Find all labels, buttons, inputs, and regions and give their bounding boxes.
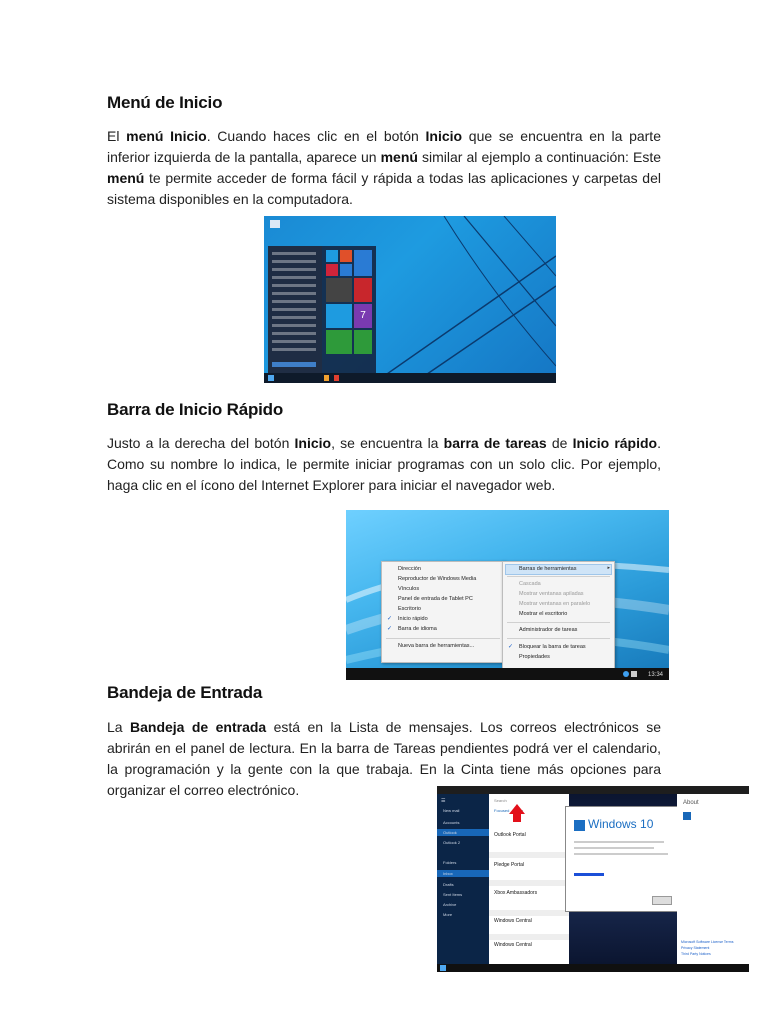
skype-tile[interactable] [326,250,338,262]
heading-bandeja-entrada: Bandeja de Entrada [107,683,263,702]
accounts-item[interactable]: Accounts [443,820,460,825]
photos-tile[interactable] [326,278,352,302]
date-band [489,934,569,940]
account-item[interactable]: Outlook 2 [443,840,461,845]
windows-logo-icon [574,820,585,831]
list-item[interactable]: Windows Central [494,942,532,948]
redacted-scribble [574,873,604,876]
list-item[interactable]: Outlook Portal [494,832,526,838]
menu-item[interactable]: Mostrar ventanas en paralelo [519,601,591,607]
about-windows-dialog [565,806,679,912]
list-item[interactable] [272,260,316,263]
folder-item[interactable]: Sent Items [443,892,463,897]
windows-start-icon[interactable] [268,375,274,381]
list-item[interactable] [272,300,316,303]
calendar-tile[interactable]: 7 [354,304,372,328]
menu-separator [507,622,610,623]
store-tile[interactable] [354,278,372,302]
windows-10-brand: Windows 10 [588,817,654,831]
text-run: de [546,435,573,451]
submenu-item[interactable]: Nueva barra de herramientas... [398,643,475,649]
submenu-item[interactable]: Escritorio [398,606,421,612]
menu-item-toolbars[interactable]: Barras de herramientas [519,566,577,572]
privacy-link[interactable]: Privacy Statement [681,946,710,950]
mail-app-screenshot [437,786,749,972]
mail-sidebar [437,794,489,964]
text-run: . Como su nombre lo indica, le permite iniciar programas con un solo clic. Por ejemplo, haga clic en el ícono del Internet Explorer para iniciar el navegador web. [107,435,661,493]
bold-term: menú [380,149,418,165]
taskbar-context-screenshot [346,510,669,680]
dialog-text-line [574,853,668,855]
folders-item[interactable]: Folders [443,860,457,865]
menu-separator [386,638,500,639]
volume-icon[interactable] [631,671,637,677]
explorer-icon[interactable] [324,375,329,381]
taskbar [437,964,749,972]
dialog-text-line [574,847,654,849]
paragraph-menu-inicio [107,126,661,210]
chevron-right-icon: ▸ [607,565,610,571]
list-item[interactable] [272,348,316,351]
menu-item[interactable]: Propiedades [519,654,550,660]
new-mail-button[interactable]: New mail [443,808,460,813]
text-run: , se encuentra la [331,435,444,451]
account-item[interactable]: Outlook [443,830,457,835]
submenu-item[interactable]: Dirección [398,566,421,572]
bold-term: Inicio [425,128,463,144]
list-item[interactable] [272,316,316,319]
check-icon: ✓ [387,616,393,622]
date-band [489,880,569,886]
taskbar [346,668,669,680]
bold-term: Bandeja de entrada [130,719,267,735]
check-icon: ✓ [508,644,514,650]
message-list [489,794,569,964]
list-item[interactable] [272,308,316,311]
date-band [489,852,569,858]
submenu-item[interactable]: Panel de entrada de Tablet PC [398,596,473,602]
ok-button[interactable] [652,896,672,905]
submenu-item[interactable]: Inicio rápido [398,616,428,622]
text-run: similar al ejemplo a continuación: Este [417,149,661,165]
text-run: que se encuentra en la parte inferior izquierda de la pantalla, aparece un [107,128,661,165]
submenu-item[interactable]: Vínculos [398,586,420,592]
license-link[interactable]: Microsoft Software License Terms [681,940,734,944]
list-item[interactable]: Windows Central [494,918,532,924]
list-item[interactable] [272,268,316,271]
tab-focused[interactable]: Focused [494,808,510,813]
text-run: está en la Lista de mensajes. Los correos electrónicos se abrirán en el panel de lectura. En la barra de Tareas pendientes podrá ver el calendario, la programación y la gente con la que trabaja. En la Cinta tiene más opciones para organizar el correo electrónico. [107,719,662,798]
menu-item[interactable]: Mostrar ventanas apiladas [519,591,584,597]
heading-barra-inicio-rapido: Barra de Inicio Rápido [107,400,284,419]
bold-term: Inicio [294,435,332,451]
list-item[interactable] [272,276,316,279]
search-box[interactable] [272,362,316,367]
music-tile[interactable] [340,250,352,262]
menu-item[interactable]: Administrador de tareas [519,627,578,633]
date-band [489,910,569,916]
bold-term: menú [107,170,145,186]
bold-term: barra de tareas [443,435,547,451]
toolbars-submenu [381,561,505,663]
people-tile[interactable] [354,250,372,276]
bold-term: menú Inicio [126,128,207,144]
text-run: El [107,128,127,144]
folder-item[interactable]: More [443,912,453,917]
list-item[interactable] [272,252,316,255]
folder-item[interactable]: Inbox [443,871,453,876]
menu-item[interactable]: Cascada [519,581,541,587]
folder-item[interactable]: Archive [443,902,457,907]
list-item[interactable]: Pledge Portal [494,862,525,868]
text-run: La [107,719,130,735]
about-pane [677,794,749,964]
bold-term: Inicio rápido [572,435,658,451]
text-run: . Cuando haces clic en el botón [206,128,426,144]
notices-link[interactable]: Third Party Notices [681,952,711,956]
list-item[interactable] [272,340,316,343]
menu-item[interactable]: Bloquear la barra de tareas [519,644,586,650]
heading-menu-inicio: Menú de Inicio [107,93,223,112]
start-menu-screenshot [264,216,556,383]
red-arrow-stem [513,814,521,822]
mail-tile[interactable] [326,304,352,328]
list-item[interactable] [272,324,316,327]
list-item[interactable] [272,284,316,287]
office-icon[interactable] [334,375,339,381]
menu-separator [507,576,610,577]
taskbar-clock[interactable]: 13:34 [647,672,663,678]
windows-start-icon[interactable] [440,965,446,971]
mail-app-icon [683,812,691,820]
submenu-item[interactable]: Barra de idioma [398,626,437,632]
hamburger-icon[interactable]: ☰ [441,798,446,804]
dialog-text-line [574,841,664,843]
weather-tile[interactable] [340,264,352,276]
start-menu-list [268,246,322,374]
list-item[interactable] [272,332,316,335]
folder-item[interactable]: Drafts [443,882,454,887]
menu-separator [507,638,610,639]
submenu-item[interactable]: Reproductor de Windows Media [398,576,477,582]
check-icon: ✓ [387,626,393,632]
red-arrow-pointer [509,804,525,814]
games-tile[interactable] [354,330,372,354]
list-item[interactable]: Xbox Ambassadors [494,890,538,896]
list-item[interactable] [272,292,316,295]
menu-item[interactable]: Mostrar el escritorio [519,611,568,617]
xbox-tile[interactable] [326,330,352,354]
tab-other[interactable]: Other [513,808,524,813]
start-menu [268,246,376,374]
recycle-bin-icon[interactable] [270,220,280,228]
paragraph-barra-inicio-rapido [107,433,661,496]
network-icon[interactable] [623,671,629,677]
taskbar [264,373,556,383]
text-run: te permite acceder de forma fácil y rápida a todas las aplicaciones y carpetas del sistema disponibles en la computadora. [107,170,661,207]
video-tile[interactable] [326,264,338,276]
taskbar-context-menu [502,561,615,671]
text-run: Justo a la derecha del botón [107,435,295,451]
search-input[interactable]: Search [494,798,507,803]
about-title: About [683,800,699,806]
